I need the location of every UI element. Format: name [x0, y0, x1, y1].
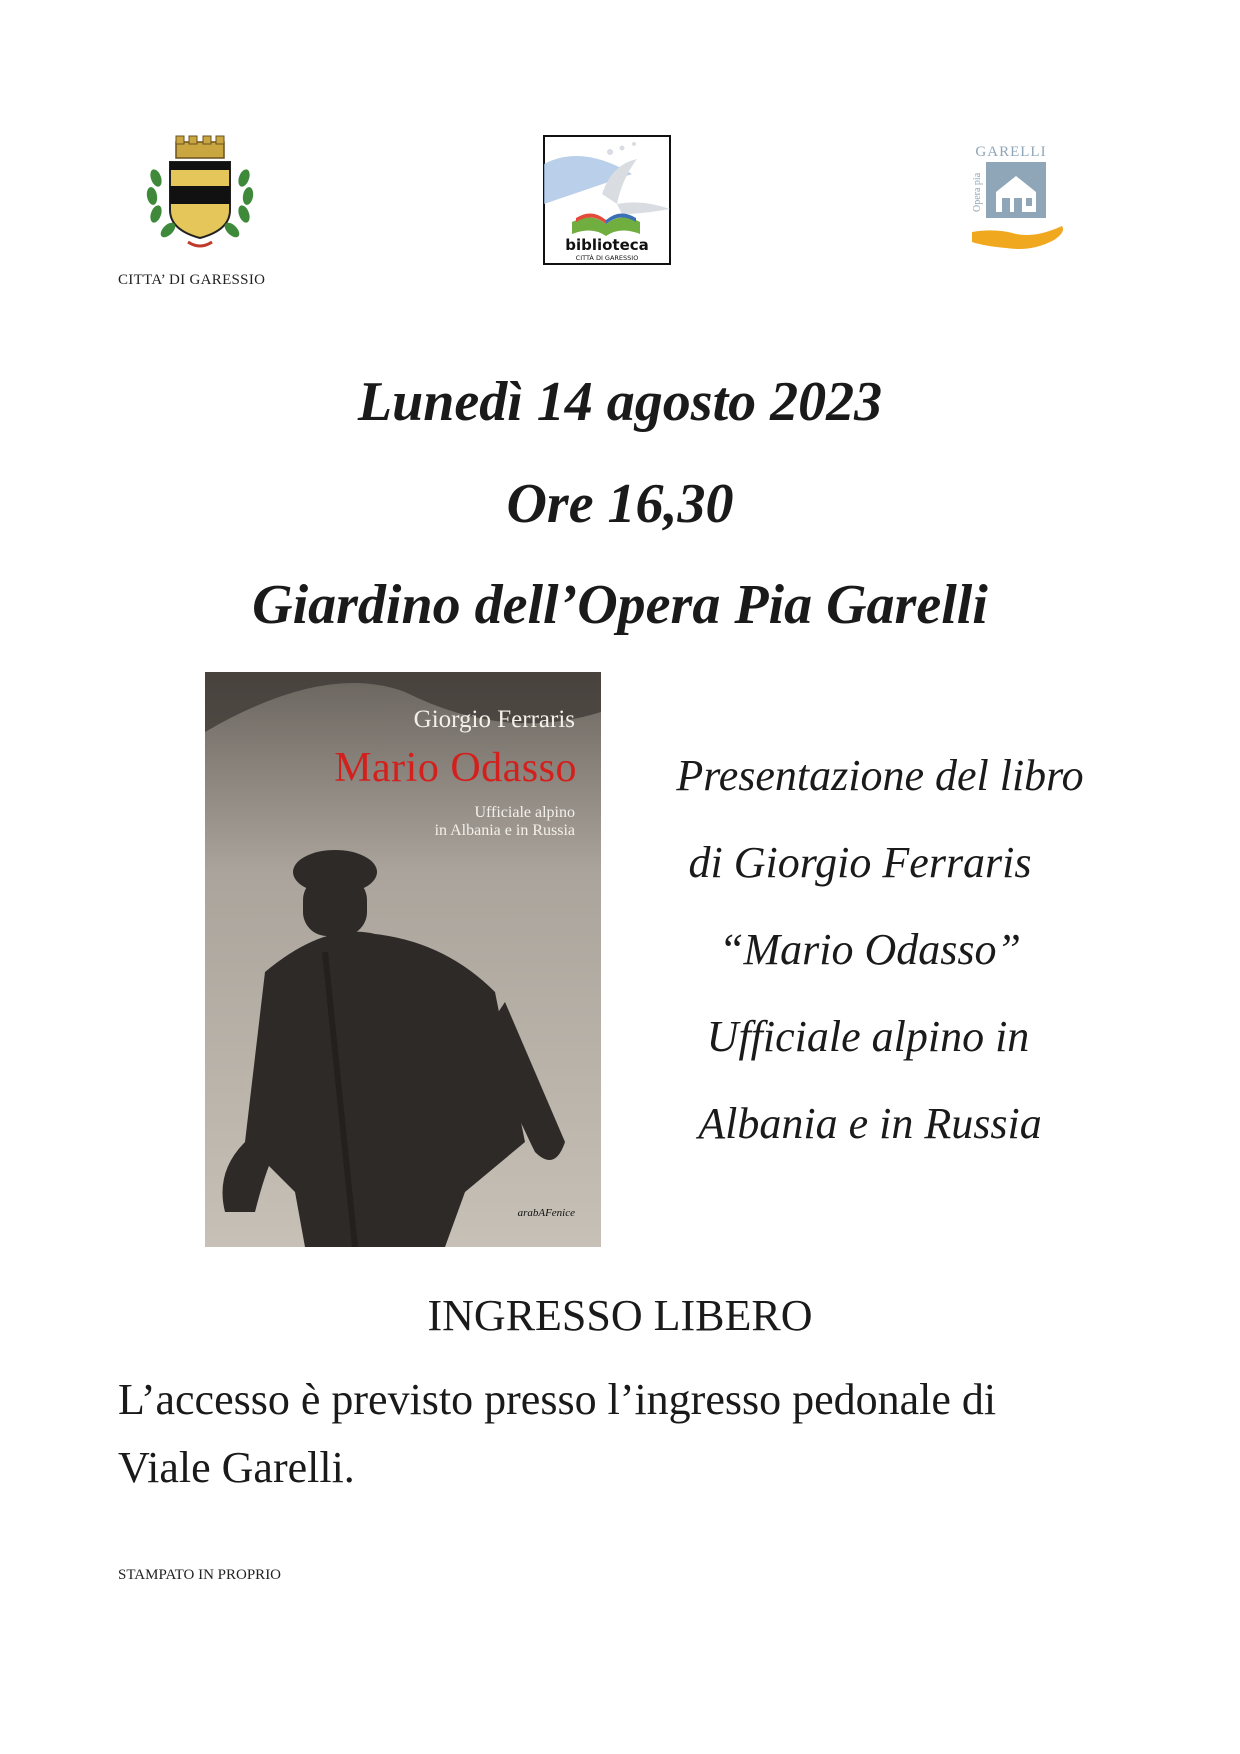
printed-note: STAMPATO IN PROPRIO: [118, 1567, 282, 1583]
cover-author: Giorgio Ferraris: [413, 706, 575, 733]
library-logo: [542, 134, 672, 266]
svg-text:CITTÀ DI GARESSIO: CITTÀ DI GARESSIO: [575, 254, 639, 262]
event-venue: Giardino dell’Opera Pia Garelli: [252, 574, 988, 636]
event-date: Lunedì 14 agosto 2023: [357, 371, 883, 433]
event-time: Ore 16,30: [506, 473, 734, 535]
shield-icon: [170, 162, 230, 238]
description-line-1: Presentazione del libro: [676, 751, 1084, 800]
access-info-line-1: L’accesso è previsto presso l’ingresso pedonale di: [118, 1375, 997, 1424]
city-crest-logo: [136, 132, 264, 254]
hand-icon: [972, 226, 1063, 249]
crest-caption: CITTA’ DI GARESSIO: [118, 272, 266, 288]
cover-subtitle-line-1: Ufficiale alpino: [474, 804, 575, 821]
svg-text:Opera pia: Opera pia: [972, 172, 983, 212]
house-icon: [986, 162, 1046, 218]
cover-subtitle-line-2: in Albania e in Russia: [434, 822, 575, 839]
crown-icon: [176, 136, 224, 158]
description-line-2: di Giorgio Ferraris: [688, 838, 1032, 887]
garelli-logo: [966, 142, 1072, 254]
svg-text:GARELLI: GARELLI: [975, 144, 1047, 160]
garelli-logo-graphic: [966, 142, 1072, 254]
access-info-line-2: Viale Garelli.: [118, 1443, 355, 1492]
library-logo-graphic: [542, 134, 672, 266]
free-entry-notice: INGRESSO LIBERO: [427, 1291, 813, 1340]
cover-publisher: arabAFenice: [517, 1207, 575, 1219]
description-line-4: Ufficiale alpino in: [706, 1012, 1030, 1061]
description-line-3: “Mario Odasso”: [719, 925, 1021, 974]
cover-title: Mario Odasso: [334, 745, 577, 791]
book-cover: [205, 672, 601, 1247]
svg-text:biblioteca: biblioteca: [565, 236, 649, 254]
description-line-5: Albania e in Russia: [698, 1099, 1042, 1148]
